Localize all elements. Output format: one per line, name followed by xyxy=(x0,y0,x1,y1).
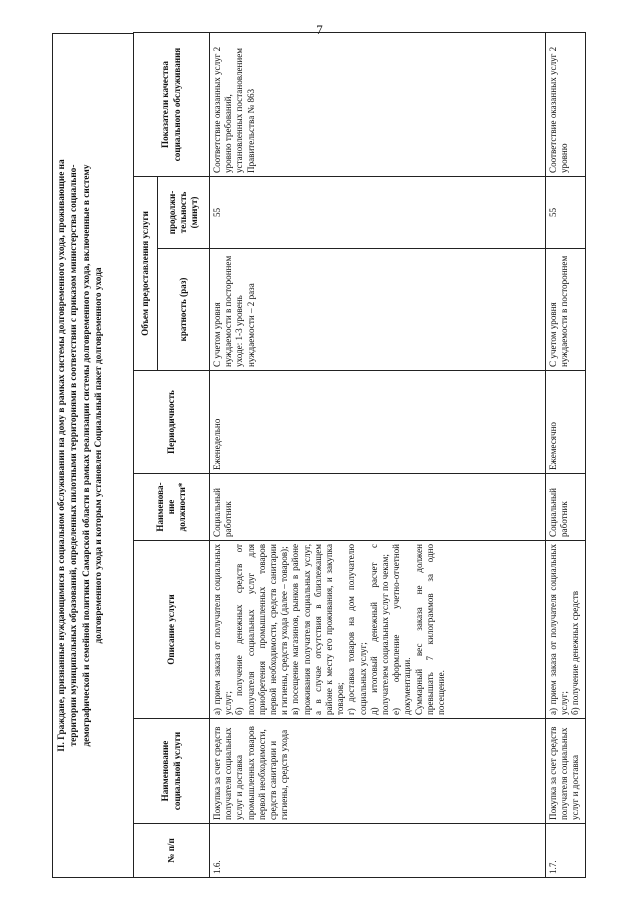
page-number: 7 xyxy=(316,22,323,37)
row-multiplicity: С учетом уровня нуждаемости в постороннем уходе: 1-3 уровень нуждаемости – 2 раза xyxy=(210,249,546,371)
row-period: Еженедельно xyxy=(210,371,546,474)
row-description xyxy=(210,541,546,719)
desc-item: в) посещение магазинов, рынков в районе проживания получателя социальных услуг, а в случае отсутствия в близлежащем районе к месту его проживания, и закупка товаров; xyxy=(290,544,346,715)
desc-item: е) оформление учетно-отчетной документации. xyxy=(391,544,413,715)
row-service-name: Покупка за счет средств получателя социальных услуг и доставка промышленных товаров первой необходимости, средств санитарии и гигиены, средств ухода xyxy=(210,719,546,824)
row-description xyxy=(546,541,586,719)
section-heading xyxy=(52,33,133,878)
desc-item: а) прием заказа от получателя социальных услуг; xyxy=(212,544,234,715)
col-header-duration: продолжи-тельность (минут) xyxy=(158,177,210,249)
desc-item: а) прием заказа от получателя социальных услуг; xyxy=(548,544,570,715)
col-header-multiplicity: кратность (раз) xyxy=(158,249,210,371)
table-row xyxy=(210,33,546,878)
heading-line-4: долговременного ухода и которым установлен Социальный пакет долговременного ухода xyxy=(94,267,105,644)
desc-item: д) итоговый денежный расчет с получателем социальных услуг по чекам; xyxy=(368,544,391,715)
row-position: Социальный работник xyxy=(210,474,546,541)
row-service-name: Покупка за счет средств получателя социальных услуг и доставка xyxy=(546,719,586,824)
row-period: Ежемесячно xyxy=(546,371,586,474)
desc-item: Суммарный вес заказа не должен превышать 7 килограммов за одно посещение. xyxy=(413,544,447,715)
row-quality: Соответствие оказанных услуг 2 уровню xyxy=(546,33,586,177)
col-header-num: № п/п xyxy=(134,824,210,878)
row-position: Социальный работник xyxy=(546,474,586,541)
row-quality: Соответствие оказанных услуг 2 уровню требований, установленных постановлением Правительства № 863 xyxy=(210,33,546,177)
row-duration: 55 xyxy=(546,177,586,249)
heading-line-3: демографической и семейной политики Самарской области в рамках реализации системы долговременного ухода, включенные в систему xyxy=(81,164,92,747)
rotated-landscape-content xyxy=(52,33,608,878)
table-row xyxy=(546,33,586,878)
row-num: 1.7. xyxy=(546,824,586,878)
col-header-desc: Описание услуги xyxy=(134,541,210,719)
col-header-period: Периодичность xyxy=(134,371,210,474)
services-table xyxy=(133,32,586,878)
row-num: 1.6. xyxy=(210,824,546,878)
col-header-volume: Объем предоставления услуги xyxy=(134,177,158,371)
col-header-position: Наименова-ние должности* xyxy=(134,474,210,541)
heading-line-1: II. Граждане, признанные нуждающимися в социальном обслуживании на дому в рамках системы долговременного ухода, проживающие на xyxy=(57,159,67,752)
heading-line-2: территории муниципальных образований, определенных пилотными территориями в соответствии с приказом министерства социально- xyxy=(69,164,80,747)
desc-item: г) доставка товаров на дом получателю социальных услуг; xyxy=(346,544,368,715)
col-header-name: Наименование социальной услуги xyxy=(134,719,210,824)
desc-item: б) получение денежных средств xyxy=(570,590,581,715)
row-duration: 55 xyxy=(210,177,546,249)
row-multiplicity: С учетом уровня нуждаемости в постороннем xyxy=(546,249,586,371)
col-header-quality: Показатели качества социального обслуживания xyxy=(134,33,210,177)
desc-item: б) получение денежных средств от получателя социальных услуг для приобретения промышленных товаров первой необходимости, средств санитарии и гигиены, средств ухода (далее – товаров); xyxy=(234,544,290,715)
